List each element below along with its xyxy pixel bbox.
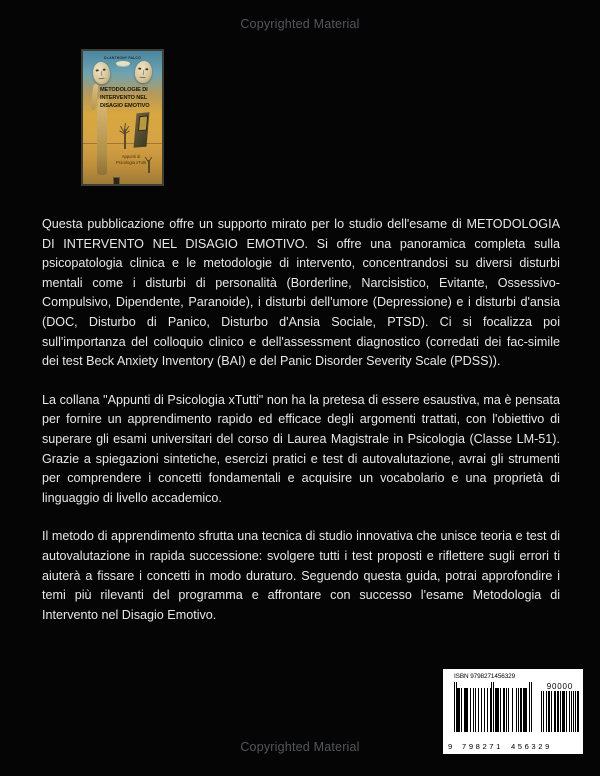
cover-artwork (83, 51, 162, 184)
copyrighted-material-bottom: Copyrighted Material (240, 740, 360, 754)
cloud-icon (116, 61, 130, 66)
face-right-icon (134, 60, 153, 83)
barcode-group-2: 456329 (510, 742, 552, 751)
description-paragraph-2: La collana "Appunti di Psicologia xTutti" non ha la pretesa di essere esaustiva, ma è pensata per fornire un apprendimento rapido ed efficace degli argomenti trattati, con l'obiettivo di superare gli esami universitari del corso di Laurea Magistrale in Psicologia (Classe LM-51). Grazie a spiegazioni sintetiche, esercizi pratici e test di autovalutazione, avrai gli strumenti per comprendere i concetti fondamentali e acquisire un vocabolario e una proprietà di linguaggio di livello accademico. (42, 392, 560, 505)
cover-series-line-2: Psicologia xTutti (115, 160, 147, 165)
description-paragraph-1: Questa pubblicazione offre un supporto mirato per lo studio dell'esame di METODOLOGIA DI INTERVENTO NEL DISAGIO EMOTIVO. Si offre una panoramica completa sulla psicopatologia clinica e le metodologie di intervento, concentrandosi su diversi disturbi mentali come i disturbi di personalità (Borderline, Narcisistico, Evitante, Ossessivo-Compulsivo, Dipendente, Paranoide), i disturbi dell'umore (Depressione) e i disturbi d'ansia (DOC, Disturbo di Panico, Disturbo d'Ansia Sociale, PTSD). Ci si focalizza poi sull'importanza del colloquio clinico e dell'assessment diagnostico (corredati dei fac-simile dei test Beck Anxiety Inventory (BAI) e del Panic Disorder Severity Scale (PDSS)). (42, 217, 560, 369)
barcode-addon (540, 682, 579, 732)
copyrighted-material-top: Copyrighted Material (240, 17, 360, 31)
monolith-window-icon (137, 115, 147, 131)
ean13-bars (454, 682, 531, 732)
cover-series-line-1: Appunti di (121, 154, 141, 159)
cover-series-label (105, 154, 157, 166)
book-description (42, 215, 560, 625)
barcode-group-1: 798271 (462, 742, 503, 751)
book-cover-thumbnail[interactable] (81, 49, 164, 186)
face-left-icon (92, 61, 111, 85)
addon-digits: 90000 (546, 682, 573, 691)
bare-tree-center (117, 123, 133, 149)
description-paragraph-3: Il metodo di apprendimento sfrutta una tecnica di studio innovativa che unisce teoria e test di autovalutazione in rapida successione: svolgere tutti i test proposti e riflettere sugli errori ti aiuterà a fissare i concetti in modo duraturo. Seguendo questa guida, potrai approfondire i temi più rilevanti del programma e affrontare con successo l'esame Metodologia di Intervento nel Disagio Emotivo. (42, 529, 560, 622)
cover-title: METODOLOGIE DI INTERVENTO NEL DISAGIO EMOTIVO (100, 87, 150, 109)
barcode-bars-row (448, 682, 578, 732)
figure-door-icon (113, 177, 120, 184)
addon-bars (540, 691, 579, 732)
cover-author-name: Dr.ANTHONY FALCO (104, 56, 141, 60)
barcode-lead-digit: 9 (448, 742, 453, 751)
isbn-label: ISBN 9798271456329 (454, 673, 516, 680)
